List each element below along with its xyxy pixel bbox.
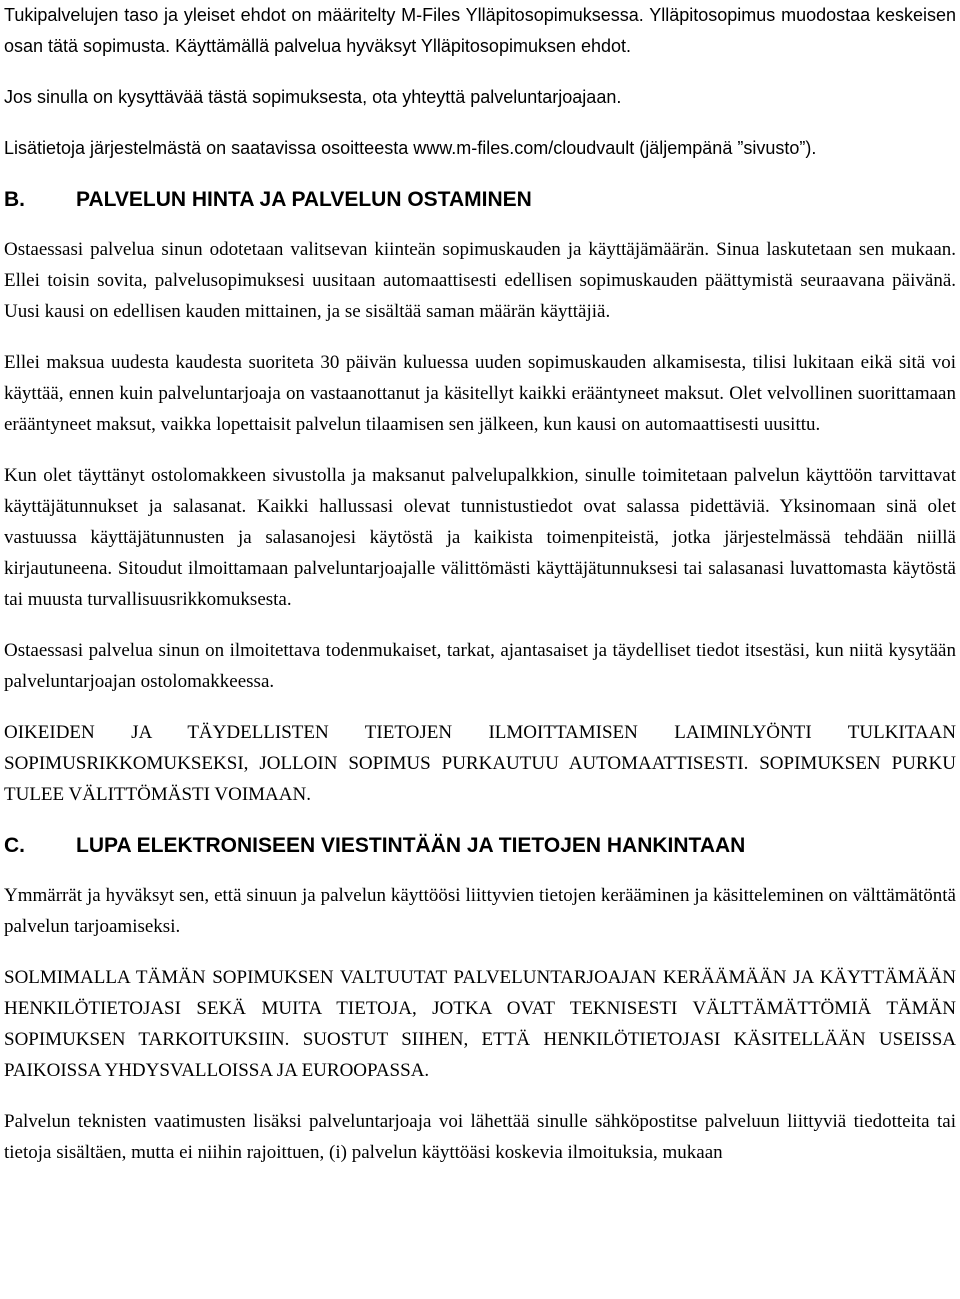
section-c-letter: C. [4,834,25,857]
intro-paragraph-support: Tukipalvelujen taso ja yleiset ehdot on määritelty M-Files Ylläpitosopimuksessa. Ylläpitosopimus muodostaa keskeisen osan tätä sopimusta. Käyttämällä palvelua hyväksyt Ylläpitosopimuksen ehdot. [4,5,956,56]
section-c-title: LUPA ELEKTRONISEEN VIESTINTÄÄN JA TIETOJEN HANKINTAAN [76,834,746,857]
document-page [4,0,956,1299]
section-b-heading [4,186,956,214]
section-b-paragraph-credentials: Kun olet täyttänyt ostolomakkeen sivustolla ja maksanut palvelupalkkion, sinulle toimitetaan palvelun käyttöön tarvittavat käyttäjätunnukset ja salasanat. Kaikki hallussasi olevat tunnistustiedot ovat salassa pidettäviä. Yksinomaan sinä olet vastuussa käyttäjätunnusten ja salasanojesi käytöstä ja kaikista toimenpiteistä, jotka järjestelmässä tehdään niillä kirjautuneena. Sitoudut ilmoittamaan palveluntarjoajalle välittömästi käyttäjätunnuksesi tai salasanasi luvattomasta käytöstä tai muusta turvallisuusrikkomuksesta. [4,465,956,610]
section-c-paragraph-consent-notice: SOLMIMALLA TÄMÄN SOPIMUKSEN VALTUUTAT PALVELUNTARJOAJAN KERÄÄMÄÄN JA KÄYTTÄMÄÄN HENKILÖTIETOJASI SEKÄ MUITA TIETOJA, JOTKA OVAT TEKNISESTI VÄLTTÄMÄTTÖMIÄ TÄMÄN SOPIMUKSEN TARKOITUKSIIN. SUOSTUT SIIHEN, ETTÄ HENKILÖTIETOJASI KÄSITELLÄÄN USEISSA PAIKOISSA YHDYSVALLOISSA JA EUROOPASSA. [4,967,956,1081]
section-c-heading [4,832,956,860]
section-b-paragraph-information: Ostaessasi palvelua sinun on ilmoitettava todenmukaiset, tarkat, ajantasaiset ja täydelliset tiedot itsestäsi, kun niitä kysytään palveluntarjoajan ostolomakkeessa. [4,640,956,692]
section-c-paragraph-email-notices: Palvelun teknisten vaatimusten lisäksi palveluntarjoaja voi lähettää sinulle sähköpostitse palveluun liittyviä tiedotteita tai tietoja sisältäen, mutta ei niihin rajoittuen, (i) palvelun käyttöäsi koskevia ilmoituksia, mukaan [4,1111,956,1163]
section-b-title: PALVELUN HINTA JA PALVELUN OSTAMINEN [76,188,532,211]
section-c-paragraph-data-collection: Ymmärrät ja hyväksyt sen, että sinuun ja palvelun käyttöösi liittyvien tietojen kerääminen ja käsitteleminen on välttämätöntä palvelun tarjoamiseksi. [4,885,956,937]
intro-paragraph-website: Lisätietoja järjestelmästä on saatavissa osoitteesta www.m-files.com/cloudvault (jäljempänä ”sivusto”). [4,138,817,158]
section-b-paragraph-breach-notice: OIKEIDEN JA TÄYDELLISTEN TIETOJEN ILMOITTAMISEN LAIMINLYÖNTI TULKITAAN SOPIMUSRIKKOMUKSEKSI, JOLLOIN SOPIMUS PURKAUTUU AUTOMAATTISESTI. SOPIMUKSEN PURKU TULEE VÄLITTÖMÄSTI VOIMAAN. [4,722,956,805]
section-b-paragraph-pricing: Ostaessasi palvelua sinun odotetaan valitsevan kiinteän sopimuskauden ja käyttäjämäärän. Sinua laskutetaan sen mukaan. Ellei toisin sovita, palvelusopimuksesi uusitaan automaattisesti edellisen sopimuskauden päättymistä seuraavana päivänä. Uusi kausi on edellisen kauden mittainen, ja se sisältää saman määrän käyttäjiä. [4,239,956,322]
section-b-paragraph-payment: Ellei maksua uudesta kaudesta suoriteta 30 päivän kuluessa uuden sopimuskauden alkamisesta, tilisi lukitaan eikä sitä voi käyttää, ennen kuin palveluntarjoaja on vastaanottanut ja käsitellyt kaikki erääntyneet maksut. Olet velvollinen suorittamaan erääntyneet maksut, vaikka lopettaisit palvelun tilaamisen sen jälkeen, kun kausi on automaattisesti uusittu. [4,352,956,435]
intro-paragraph-contact: Jos sinulla on kysyttävää tästä sopimuksesta, ota yhteyttä palveluntarjoajaan. [4,87,622,107]
section-b-letter: B. [4,188,25,211]
